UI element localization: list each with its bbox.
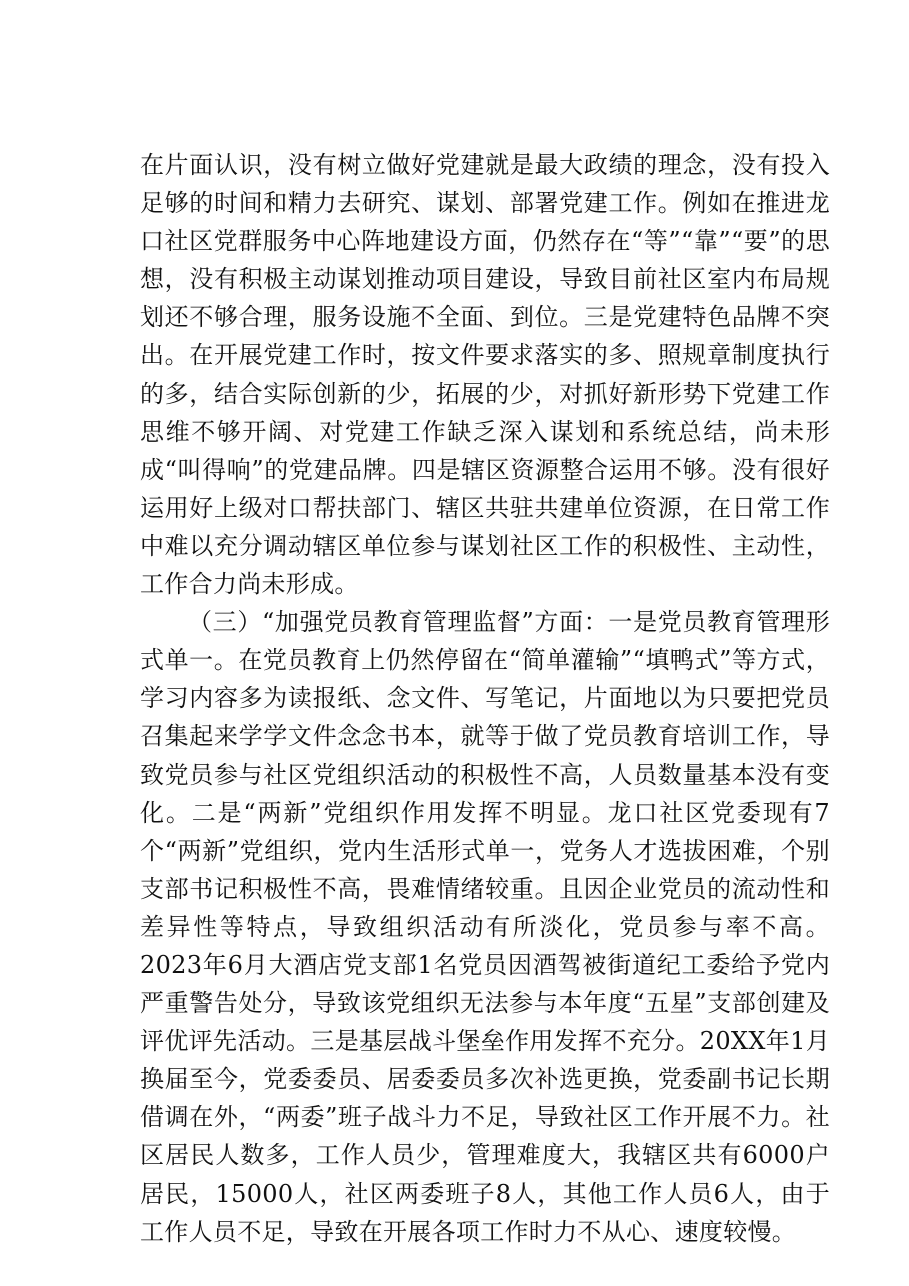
paragraph-continued: 在片面认识，没有树立做好党建就是最大政绩的理念，没有投入足够的时间和精力去研究、谋划、部署党建工作。例如在推进龙口社区党群服务中心阵地建设方面，仍然存在“等”“靠”“要”的思想，没有积极主动谋划推动项目建设，导致目前社区室内布局规划还不够合理，服务设施不全面、到位。三是党建特色品牌不突出。在开展党建工作时，按文件要求落实的多、照规章制度执行的多，结合实际创新的少，拓展的少，对抓好新形势下党建工作思维不够开阔、对党建工作缺乏深入谋划和系统总结，尚未形成“叫得响”的党建品牌。四是辖区资源整合运用不够。没有很好运用好上级对口帮扶部门、辖区共驻共建单位资源，在日常工作中难以充分调动辖区单位参与谋划社区工作的积极性、主动性，工作合力尚未形成。 [140,151,830,599]
paragraph-section-three: （三）“加强党员教育管理监督”方面：一是党员教育管理形式单一。在党员教育上仍然停留在“简单灌输”“填鸭式”等方式，学习内容多为读报纸、念文件、写笔记，片面地以为只要把党员召集起来学学文件念念书本，就等于做了党员教育培训工作，导致党员参与社区党组织活动的积极性不高，人员数量基本没有变化。二是“两新”党组织作用发挥不明显。龙口社区党委现有7个“两新”党组织，党内生活形式单一，党务人才选拔困难，个别支部书记积极性不高，畏难情绪较重。且因企业党员的流动性和差异性等特点，导致组织活动有所淡化，党员参与率不高。2023年6月大酒店党支部1名党员因酒驾被街道纪工委给予党内严重警告处分，导致该党组织无法参与本年度“五星”支部创建及评优评先活动。三是基层战斗堡垒作用发挥不充分。20XX年1月换届至今，党委委员、居委委员多次补选更换，党委副书记长期借调在外，“两委”班子战斗力不足，导致社区工作开展不力。社区居民人数多，工作人员少，管理难度大，我辖区共有6000户居民，15000人，社区两委班子8人，其他工作人员6人，由于工作人员不足，导致在开展各项工作时力不从心、速度较慢。 [140,608,830,1246]
document-body [140,146,830,1251]
